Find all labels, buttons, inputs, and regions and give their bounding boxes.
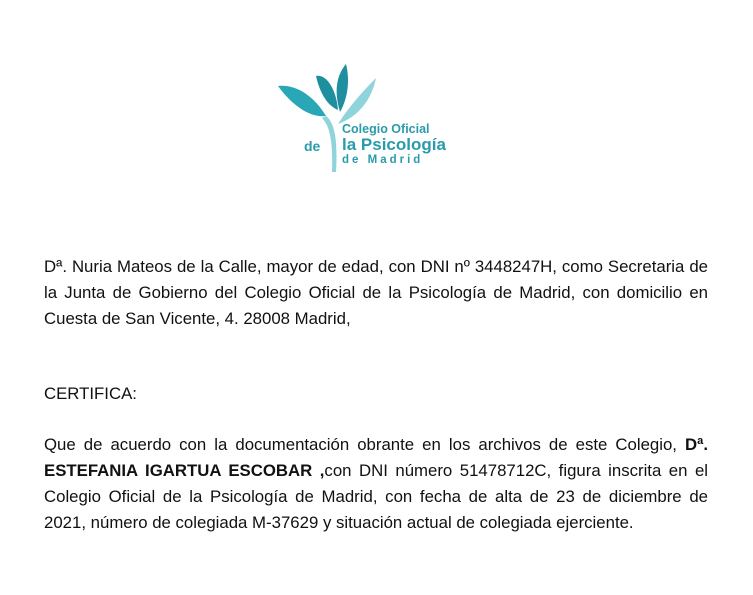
- logo-text-line2: la Psicología: [342, 135, 446, 154]
- certification-text-2: con DNI número 51478712C, figura inscrita en el Colegio Oficial de la Psicología de Madrid, con fecha de alta de 23 de diciembre de 2021, número de colegiada M-37629 y situación actual de colegiada ejerciente.: [44, 461, 709, 532]
- certification-text-1: Que de acuerdo con la documentación obrante en los archivos de este Colegio,: [44, 435, 685, 454]
- logo-text-de: de: [304, 138, 321, 154]
- certification-paragraph: [44, 432, 708, 536]
- intro-paragraph: Dª. Nuria Mateos de la Calle, mayor de edad, con DNI nº 3448247H, como Secretaria de la Junta de Gobierno del Colegio Oficial de la Psicología de Madrid, con domicilio en Cuesta de San Vicente, 4. 28008 Madrid,: [44, 257, 708, 328]
- logo-text-line3: de Madrid: [342, 154, 424, 166]
- logo-text-line1: Colegio Oficial: [342, 122, 430, 136]
- certifica-heading: CERTIFICA:: [44, 384, 137, 403]
- colegio-logo: [276, 58, 466, 176]
- member-name: Dª. ESTEFANIA IGARTUA ESCOBAR ,: [44, 435, 708, 480]
